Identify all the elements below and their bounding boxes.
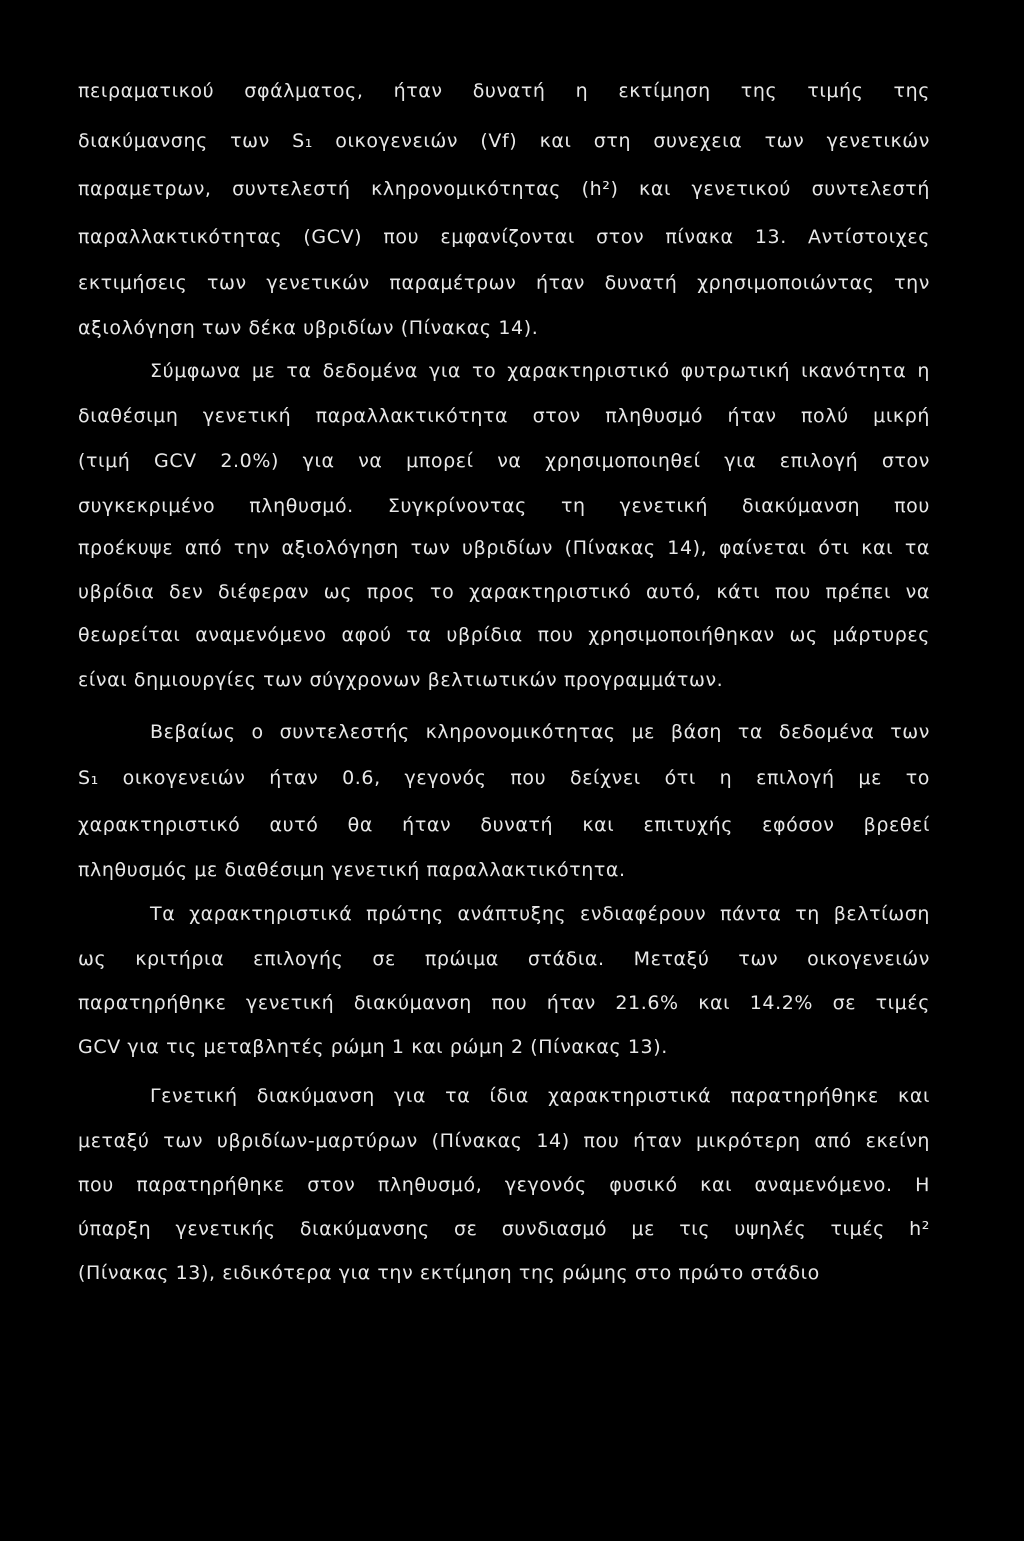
text-line: αξιολόγηση των δέκα υβριδίων (Πίνακας 14).	[78, 317, 539, 339]
text-line: εκτιμήσεις των γενετικών παραμέτρων ήταν δυνατή χρησιμοποιώντας την	[78, 272, 930, 294]
text-line: διακύμανσης των S₁ οικογενειών (Vf) και στη συνεχεια των γενετικών	[78, 130, 930, 152]
text-line: ως κριτήρια επιλογής σε πρώιμα στάδια. Μεταξύ των οικογενειών	[78, 948, 930, 970]
text-line: συγκεκριμένο πληθυσμό. Συγκρίνοντας τη γενετική διακύμανση που	[78, 495, 930, 517]
text-line: S₁ οικογενειών ήταν 0.6, γεγονός που δείχνει ότι η επιλογή με το	[78, 767, 930, 789]
text-line: GCV για τις μεταβλητές ρώμη 1 και ρώμη 2 (Πίνακας 13).	[78, 1036, 668, 1058]
text-line: Σύμφωνα με τα δεδομένα για το χαρακτηριστικό φυτρωτική ικανότητα η	[150, 360, 930, 382]
text-line: μεταξύ των υβριδίων-μαρτύρων (Πίνακας 14) που ήταν μικρότερη από εκείνη	[78, 1130, 930, 1152]
text-line: (τιμή GCV 2.0%) για να μπορεί να χρησιμοποιηθεί για επιλογή στον	[78, 450, 930, 472]
text-line: παραμετρων, συντελεστή κληρονομικότητας (h²) και γενετικού συντελεστή	[78, 178, 930, 200]
text-line: πληθυσμός με διαθέσιμη γενετική παραλλακτικότητα.	[78, 859, 626, 881]
text-line: υβρίδια δεν διέφεραν ως προς το χαρακτηριστικό αυτό, κάτι που πρέπει να	[78, 581, 930, 603]
text-line: (Πίνακας 13), ειδικότερα για την εκτίμηση της ρώμης στο πρώτο στάδιο	[78, 1262, 820, 1284]
text-line: διαθέσιμη γενετική παραλλακτικότητα στον πληθυσμό ήταν πολύ μικρή	[78, 405, 930, 427]
text-line: προέκυψε από την αξιολόγηση των υβριδίων (Πίνακας 14), φαίνεται ότι και τα	[78, 537, 930, 559]
text-line: παραλλακτικότητας (GCV) που εμφανίζονται στον πίνακα 13. Αντίστοιχες	[78, 226, 930, 248]
text-line: είναι δημιουργίες των σύγχρονων βελτιωτικών προγραμμάτων.	[78, 669, 724, 691]
text-line: που παρατηρήθηκε στον πληθυσμό, γεγονός φυσικό και αναμενόμενο. Η	[78, 1174, 930, 1196]
text-line: Τα χαρακτηριστικά πρώτης ανάπτυξης ενδιαφέρουν πάντα τη βελτίωση	[150, 903, 930, 925]
text-line: ύπαρξη γενετικής διακύμανσης σε συνδιασμό με τις υψηλές τιμές h²	[78, 1218, 930, 1240]
text-line: πειραματικού σφάλματος, ήταν δυνατή η εκτίμηση της τιμής της	[78, 80, 930, 102]
text-line: χαρακτηριστικό αυτό θα ήταν δυνατή και επιτυχής εφόσον βρεθεί	[78, 814, 930, 836]
text-line: Γενετική διακύμανση για τα ίδια χαρακτηριστικά παρατηρήθηκε και	[150, 1085, 930, 1107]
text-line: θεωρείται αναμενόμενο αφού τα υβρίδια που χρησιμοποιήθηκαν ως μάρτυρες	[78, 624, 930, 646]
text-line: παρατηρήθηκε γενετική διακύμανση που ήταν 21.6% και 14.2% σε τιμές	[78, 992, 930, 1014]
text-line: Βεβαίως ο συντελεστής κληρονομικότητας με βάση τα δεδομένα των	[150, 721, 930, 743]
